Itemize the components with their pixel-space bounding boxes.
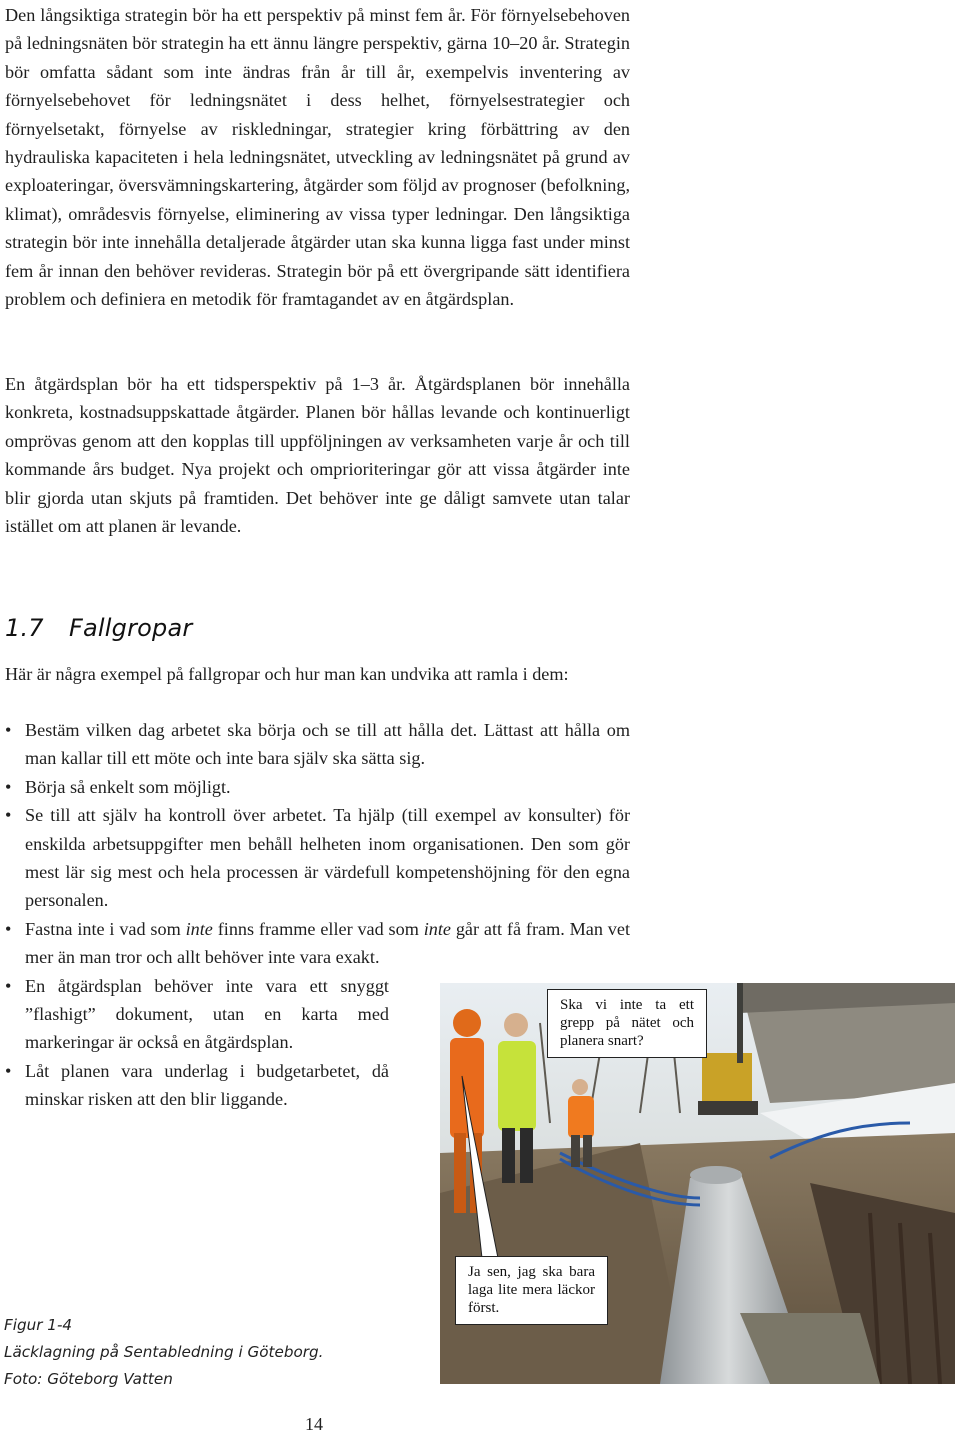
text-run: finns framme eller vad som xyxy=(212,918,424,939)
body-paragraph-strategy: Den långsiktiga strategin bör ha ett perspektiv på minst fem år. För förnyelsebehoven på ledningsnäten bör strategin ha ett ännu längre perspektiv, gärna 10–20 år. Strategin bör omfatta sådant som inte ändras från år till år, exempelvis inventering av förnyelsebehovet för ledningsnätet i dess helhet, förnyelsestrategier och förnyelsetakt, förnyelse av riskledningar, strategier kring förbättring av den hydrauliska kapaciteten i hela ledningsnätet, utveckling av ledningsnätet på grund av exploateringar, översvämningskartering, åtgärder som följd av prognoser (befolkning, klimat), områdesvis förnyelse, eliminering av vissa typer ledningar. Den långsiktiga strategin bör inte innehålla detaljerade åtgärder utan ska kunna ligga fast under minst fem år innan den behöver revideras. Strategin bör på ett övergripande sätt identifiera problem och definiera en metodik för framtagandet av en åtgärdsplan. xyxy=(5,5,630,310)
emphasis: inte xyxy=(185,918,213,939)
list-item: • Se till att själv ha kontroll över arbetet. Ta hjälp (till exempel av konsulter) för enskilda arbetsuppgifter men behåll helheten inom organisationen. Den som gör mest lär sig mest och hela processen är värdefull kompetenshöjning för den egna personalen. xyxy=(5,801,630,915)
figure-caption-credit: Foto: Göteborg Vatten xyxy=(4,1370,173,1388)
list-item: • Börja så enkelt som möjligt. xyxy=(5,773,630,801)
speech-bubble-top: Ska vi inte ta ett grepp på nätet och planera snart? xyxy=(547,989,707,1058)
list-item xyxy=(5,915,630,972)
section-number: 1.7 xyxy=(5,614,44,642)
body-paragraph-action-plan: En åtgärdsplan bör ha ett tidsperspektiv på 1–3 år. Åtgärdsplanen bör innehålla konkreta, kostnadsuppskattade åtgärder. Planen bör hållas levande och kontinuerligt omprövas genom att den kopplas till uppföljningen av verksamheten varje år och till kommande års budget. Nya projekt och omprioriteringar gör att vissa åtgärder inte blir gjorda utan skjuts på framtiden. Det behöver inte ge dåligt samvete utan talar istället om att planen är levande. xyxy=(5,374,630,537)
list-item: • Låt planen vara underlag i budgetarbetet, då minskar risken att den blir liggande. xyxy=(5,1057,389,1114)
emphasis: inte xyxy=(423,918,451,939)
section-title: Fallgropar xyxy=(69,614,193,642)
list-item: • Bestäm vilken dag arbetet ska börja och se till att hålla det. Lättast att hålla om man kallar till ett möte och inte bara själv ska sätta sig. xyxy=(5,716,630,773)
speech-bubble-bottom: Ja sen, jag ska bara laga lite mera läckor först. xyxy=(455,1256,608,1325)
section-intro: Här är några exempel på fallgropar och hur man kan undvika att ramla i dem: xyxy=(5,664,569,684)
figure-caption-text: Läcklagning på Sentabledning i Göteborg. xyxy=(4,1343,324,1361)
text-run: går att få fram. Man vet mer än man tror och allt behöver inte vara exakt. xyxy=(25,918,630,968)
text-run: Fastna inte i vad som xyxy=(25,918,186,939)
figure-caption-label: Figur 1-4 xyxy=(4,1316,73,1334)
list-item: • En åtgärdsplan behöver inte vara ett snyggt ”flashigt” dokument, utan en karta med markeringar är också en åtgärdsplan. xyxy=(5,972,389,1057)
section-heading xyxy=(5,614,192,642)
page-number: 14 xyxy=(305,1414,323,1434)
